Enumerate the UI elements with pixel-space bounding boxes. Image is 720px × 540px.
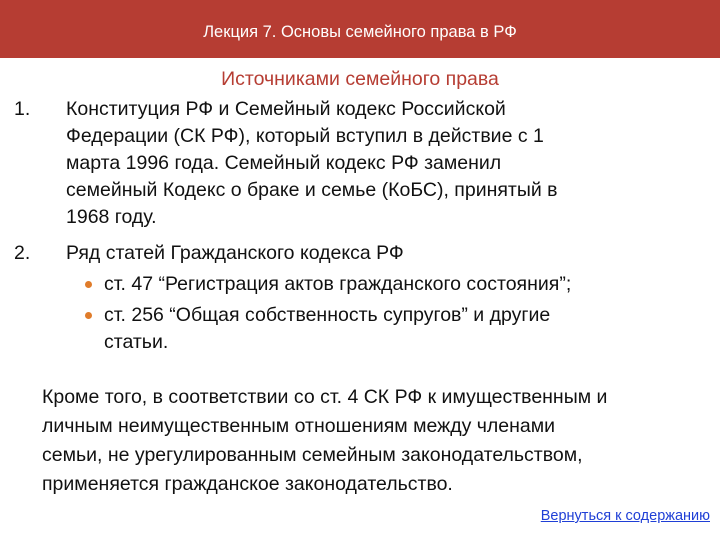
summary-paragraph	[42, 383, 702, 499]
back-to-contents-link[interactable]: Вернуться к содержанию	[540, 508, 710, 524]
paragraph-line: Кроме того, в соответствии со ст. 4 СК РФ к имущественным и	[42, 386, 608, 408]
bullet-line: статьи.	[104, 331, 169, 353]
source-item-2-number: 2.	[14, 242, 31, 264]
orange-dot-icon	[85, 281, 92, 288]
source-item-1-number: 1.	[14, 98, 31, 120]
paragraph-line: семьи, не урегулированным семейным законодательством,	[42, 444, 583, 466]
source-item-1-line: Федерации (СК РФ), который вступил в действие с 1	[66, 125, 544, 147]
bullet-text	[104, 302, 674, 356]
orange-dot-icon	[85, 312, 92, 319]
bullet-line: ст. 256 “Общая собственность супругов” и другие	[104, 304, 551, 326]
paragraph-line: применяется гражданское законодательство.	[42, 473, 453, 495]
bullet-line: ст. 47 “Регистрация актов гражданского состояния”;	[104, 273, 572, 295]
source-item-1-line: семейный Кодекс о браке и семье (КоБС), принятый в	[66, 179, 558, 201]
paragraph-line: личным неимущественным отношениям между членами	[42, 415, 556, 437]
source-item-1-line: марта 1996 года. Семейный кодекс РФ заменил	[66, 152, 502, 174]
slide-header	[0, 0, 720, 58]
source-item-1-line: 1968 году.	[66, 206, 157, 228]
source-item-1-line: Конституция РФ и Семейный кодекс Российской	[66, 98, 506, 120]
slide-title: Лекция 7. Основы семейного права в РФ	[203, 22, 517, 41]
source-item-2-text: Ряд статей Гражданского кодекса РФ	[66, 242, 404, 264]
source-item-1-text	[66, 96, 656, 231]
section-subtitle: Источниками семейного права	[221, 68, 499, 90]
bullet-text	[104, 271, 674, 298]
